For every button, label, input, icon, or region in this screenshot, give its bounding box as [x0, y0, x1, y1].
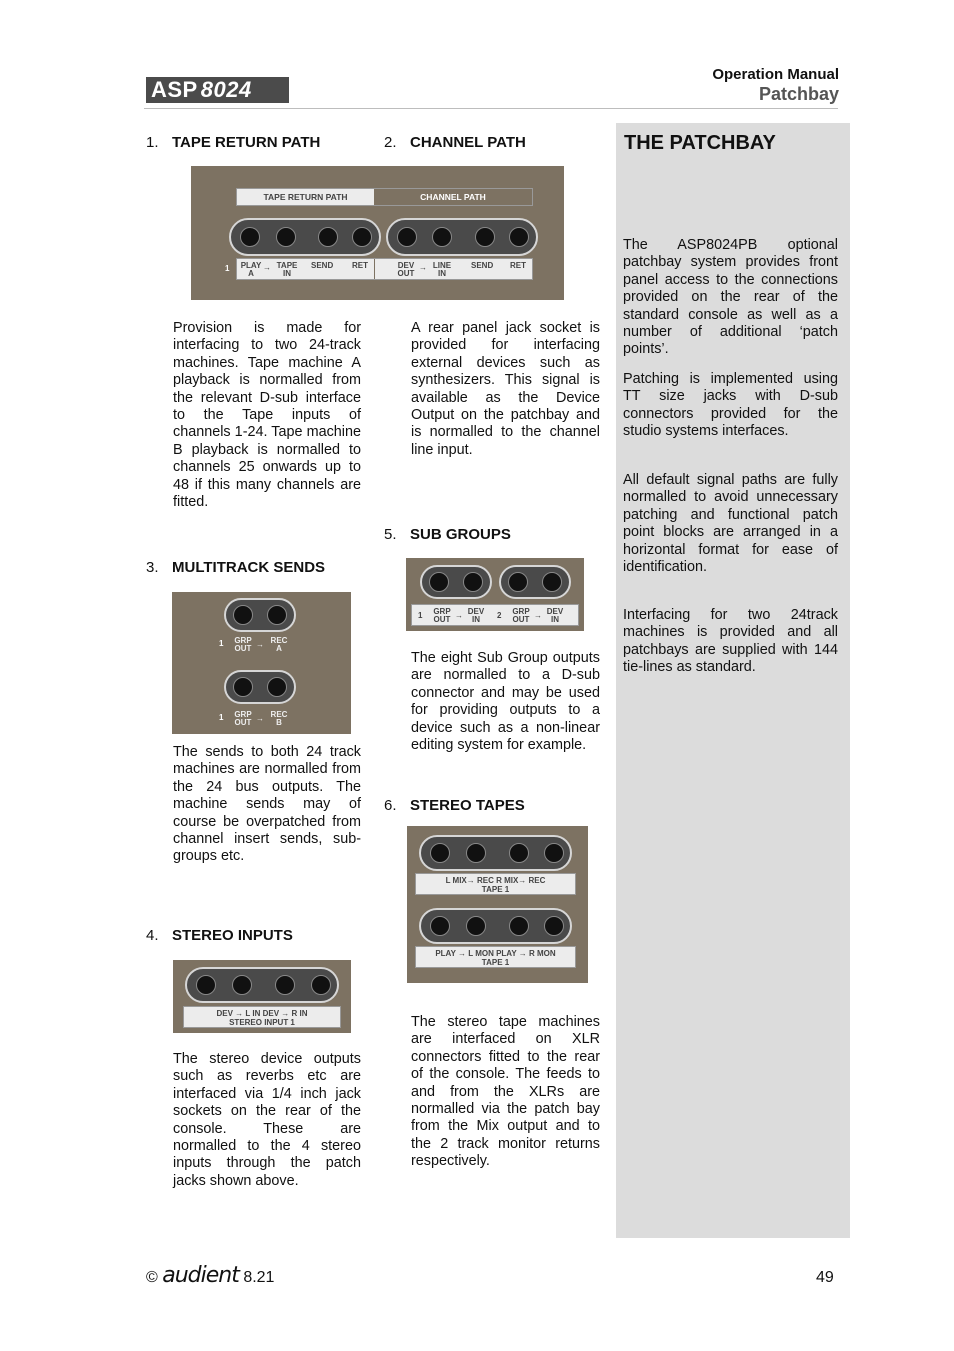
sidebar-title: THE PATCHBAY: [624, 132, 776, 154]
jack-socket[interactable]: [397, 227, 417, 247]
jack-socket[interactable]: [509, 916, 529, 936]
copyright-symbol: ©: [146, 1269, 158, 1286]
sub-group-1-jack-row: [420, 565, 492, 599]
stereo-tapes-jack-row-2: [419, 908, 572, 944]
jack-socket[interactable]: [233, 677, 253, 697]
row-number: 1: [418, 611, 423, 620]
jack-socket[interactable]: [318, 227, 338, 247]
jack-socket[interactable]: [509, 227, 529, 247]
arrow-icon: →: [419, 263, 427, 272]
label-tape-1: TAPE 1: [481, 885, 510, 894]
sidebar-paragraph: All default signal paths are fully normalled to avoid unnecessary patching and functional patch point blocks are arranged in a horizontal format for ease of identification.: [623, 472, 838, 576]
heading-stereo-inputs: 4. STEREO INPUTS: [146, 927, 293, 944]
label-ret: RET: [352, 261, 368, 270]
jack-socket[interactable]: [509, 843, 529, 863]
stereo-tapes-label-strip-1: [415, 873, 576, 895]
paragraph-sub-groups: The eight Sub Group outputs are normalled to a D-sub connector and may be used for providing outputs to a device such as a non-linear editing system for example.: [411, 650, 600, 754]
jack-socket[interactable]: [276, 227, 296, 247]
panel-header-strip: [236, 188, 533, 206]
logo-brand: ASP: [151, 77, 198, 102]
label-rec-a: REC A: [270, 636, 288, 653]
header-divider: [144, 108, 838, 109]
multitrack-jack-row-b: [224, 670, 296, 704]
label-tape-in: TAPE IN: [276, 261, 298, 278]
stereo-inputs-patch-panel: [173, 960, 351, 1033]
paragraph-tape-return: Provision is made for interfacing to two 24-track machines. Tape machine A playback is normalled from the relevant D-sub interface to the Tape inputs of channels 1-24. Tape machine B playback is normalled to channels 25 onwards up to 48 if this many channels are fitted.: [173, 320, 361, 511]
heading-tape-return-path: 1. TAPE RETURN PATH: [146, 134, 321, 151]
row-number: 1: [219, 713, 224, 722]
tape-channel-patch-panel: [191, 166, 564, 300]
jack-socket[interactable]: [466, 916, 486, 936]
sub-group-2-jack-row: [499, 565, 571, 599]
jack-socket[interactable]: [542, 572, 562, 592]
jack-socket[interactable]: [432, 227, 452, 247]
multitrack-sends-patch-panel: [172, 592, 351, 734]
label-grp-out: GRP OUT: [234, 710, 252, 727]
arrow-icon: →: [534, 611, 542, 620]
channel-path-jack-row: [386, 218, 538, 256]
heading-stereo-tapes: 6. STEREO TAPES: [384, 797, 525, 814]
label-grp-out: GRP OUT: [433, 607, 451, 624]
stereo-tapes-patch-panel: [407, 826, 588, 983]
jack-socket[interactable]: [429, 572, 449, 592]
panel-label-strip: [236, 258, 533, 280]
sub-groups-label-strip: [411, 604, 579, 626]
heading-channel-path: 2. CHANNEL PATH: [384, 134, 526, 151]
arrow-icon: →: [256, 714, 264, 723]
chapter-title: Patchbay: [758, 84, 839, 104]
footer-brand: [146, 1263, 274, 1288]
arrow-icon: →: [455, 611, 463, 620]
sub-groups-patch-panel: [406, 558, 584, 631]
label-dev-in: DEV IN: [467, 607, 485, 624]
label-dev-l-r-in: DEV → L IN DEV → R IN: [216, 1009, 308, 1018]
panel-header-channel-path: CHANNEL PATH: [374, 189, 532, 205]
multitrack-jack-row-a: [224, 598, 296, 632]
jack-socket[interactable]: [267, 605, 287, 625]
panel-header-tape-return: TAPE RETURN PATH: [263, 192, 348, 202]
label-stereo-input-1: STEREO INPUT 1: [229, 1018, 295, 1027]
label-line-in: LINE IN: [432, 261, 452, 278]
arrow-icon: →: [263, 263, 271, 272]
label-rec-b: REC B: [270, 710, 288, 727]
label-grp-out: GRP OUT: [512, 607, 530, 624]
jack-socket[interactable]: [475, 227, 495, 247]
strip-divider: [374, 259, 375, 279]
jack-socket[interactable]: [233, 605, 253, 625]
label-play-a: PLAY A: [240, 261, 262, 278]
jack-socket[interactable]: [275, 975, 295, 995]
jack-socket[interactable]: [240, 227, 260, 247]
audient-logo: audient: [162, 1263, 239, 1288]
label-play-mon: PLAY → L MON PLAY → R MON: [435, 949, 556, 958]
heading-sub-groups: 5. SUB GROUPS: [384, 526, 511, 543]
jack-socket[interactable]: [267, 677, 287, 697]
label-send: SEND: [311, 261, 334, 270]
asp8024-logo: [146, 77, 289, 103]
paragraph-stereo-inputs: The stereo device outputs such as reverbs etc are interfaced via 1/4 inch jack sockets on the rear of the console. These are normalled to the 4 stereo inputs through the patch jacks shown above.: [173, 1051, 361, 1189]
row-number: 1: [219, 639, 224, 648]
paragraph-channel-path: A rear panel jack socket is provided for interfacing external devices such as synthesizers. This signal is available as the Device Output on the patchbay and is normalled to the channel line input.: [411, 320, 600, 458]
stereo-inputs-label-strip: [183, 1006, 341, 1028]
sidebar-paragraph: Patching is implemented using TT size jacks with D-sub connectors provided for the studio systems interfaces.: [623, 371, 838, 440]
jack-socket[interactable]: [430, 843, 450, 863]
jack-socket[interactable]: [463, 572, 483, 592]
row-number: 2: [497, 611, 502, 620]
sidebar-paragraph: Interfacing for two 24track machines is provided and all patchbays are supplied with 144 tie-lines as standard.: [623, 607, 838, 676]
paragraph-multitrack-sends: The sends to both 24 track machines are normalled from the 24 bus outputs. The machine sends may of course be overpatched from channel insert sends, sub-groups etc.: [173, 744, 361, 865]
label-dev-in: DEV IN: [546, 607, 564, 624]
manual-title: Operation Manual: [712, 66, 839, 83]
jack-socket[interactable]: [232, 975, 252, 995]
jack-socket[interactable]: [352, 227, 372, 247]
jack-socket[interactable]: [544, 916, 564, 936]
jack-socket[interactable]: [196, 975, 216, 995]
label-send: SEND: [471, 261, 494, 270]
label-ret: RET: [510, 261, 526, 270]
logo-model: 8024: [200, 77, 252, 102]
heading-multitrack-sends: 3. MULTITRACK SENDS: [146, 559, 326, 576]
stereo-tapes-jack-row-1: [419, 835, 572, 871]
jack-socket[interactable]: [466, 843, 486, 863]
jack-socket[interactable]: [508, 572, 528, 592]
label-dev-out: DEV OUT: [397, 261, 415, 278]
label-mix-rec: L MIX→ REC R MIX→ REC: [445, 876, 546, 885]
paragraph-stereo-tapes: The stereo tape machines are interfaced on XLR connectors fitted to the rear of the console. The feeds to and from the XLRs are normalled via the patch bay from the Mix output and to the 2 track monitor returns respectively.: [411, 1014, 600, 1170]
version-number: 8.21: [243, 1269, 275, 1286]
row-number: 1: [225, 264, 230, 273]
stereo-inputs-jack-row: [185, 967, 339, 1003]
jack-socket[interactable]: [311, 975, 331, 995]
arrow-icon: →: [256, 640, 264, 649]
page-number: 49: [816, 1269, 834, 1286]
sidebar-paragraph: The ASP8024PB optional patchbay system provides front panel access to the connections provided on the rear of the standard console as well as a number of additional ‘patch points’.: [623, 237, 838, 358]
label-tape-1: TAPE 1: [481, 958, 510, 967]
jack-socket[interactable]: [544, 843, 564, 863]
stereo-tapes-label-strip-2: [415, 946, 576, 968]
label-grp-out: GRP OUT: [234, 636, 252, 653]
tape-return-jack-row: [229, 218, 381, 256]
jack-socket[interactable]: [430, 916, 450, 936]
